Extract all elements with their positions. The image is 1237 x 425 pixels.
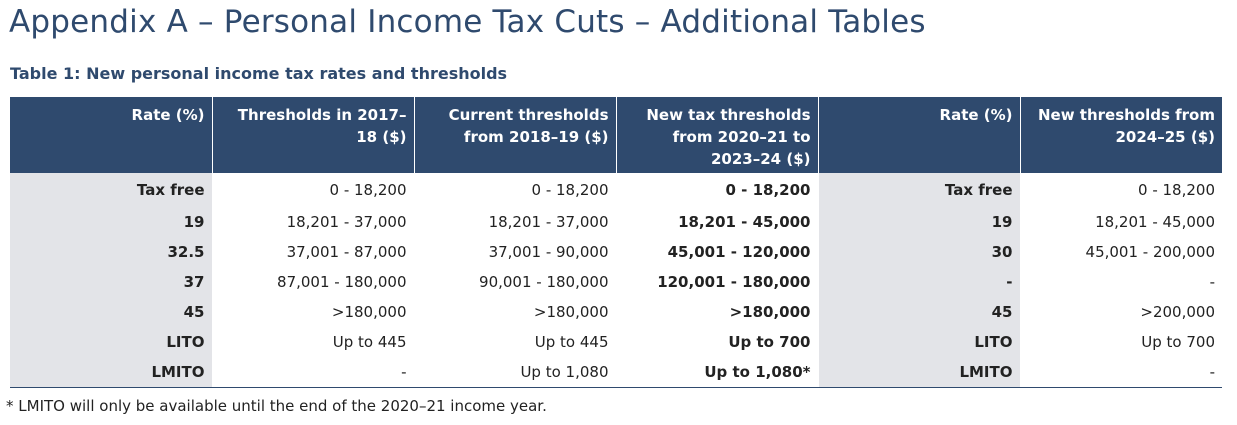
threshold-cell: Up to 445	[212, 327, 414, 357]
threshold-cell: 0 - 18,200	[1020, 173, 1222, 207]
new-threshold-cell: 18,201 - 45,000	[616, 207, 818, 237]
new-threshold-cell: 0 - 18,200	[616, 173, 818, 207]
threshold-cell: 0 - 18,200	[212, 173, 414, 207]
table-caption: Table 1: New personal income tax rates and thresholds	[10, 64, 508, 83]
rate-cell: 30	[818, 237, 1020, 267]
rate-cell: -	[818, 267, 1020, 297]
threshold-cell: 0 - 18,200	[414, 173, 616, 207]
threshold-cell: 18,201 - 45,000	[1020, 207, 1222, 237]
threshold-cell: >200,000	[1020, 297, 1222, 327]
rate-cell: LITO	[10, 327, 212, 357]
threshold-cell: Up to 1,080	[414, 357, 616, 388]
threshold-cell: >180,000	[212, 297, 414, 327]
threshold-cell: >180,000	[414, 297, 616, 327]
new-threshold-cell: >180,000	[616, 297, 818, 327]
table-header-row	[10, 97, 1222, 173]
header-thresholds-2017-18: Thresholds in 2017–18 ($)	[212, 97, 414, 173]
rate-cell: Tax free	[10, 173, 212, 207]
rate-cell: 19	[10, 207, 212, 237]
rate-cell: 32.5	[10, 237, 212, 267]
rate-cell: LMITO	[818, 357, 1020, 388]
new-threshold-cell: Up to 1,080*	[616, 357, 818, 388]
table-row	[10, 267, 1222, 297]
footnote: * LMITO will only be available until the end of the 2020–21 income year.	[6, 397, 547, 415]
threshold-cell: -	[1020, 267, 1222, 297]
header-new-thresholds-2020-24: New tax thresholds from 2020–21 to 2023–24 ($)	[616, 97, 818, 173]
rate-cell: 45	[818, 297, 1020, 327]
threshold-cell: 37,001 - 87,000	[212, 237, 414, 267]
threshold-cell: 45,001 - 200,000	[1020, 237, 1222, 267]
rate-cell: 37	[10, 267, 212, 297]
header-rate-2024: Rate (%)	[818, 97, 1020, 173]
table-row	[10, 327, 1222, 357]
table-row	[10, 207, 1222, 237]
threshold-cell: 18,201 - 37,000	[212, 207, 414, 237]
rate-cell: Tax free	[818, 173, 1020, 207]
rate-cell: 45	[10, 297, 212, 327]
threshold-cell: Up to 445	[414, 327, 616, 357]
table-row	[10, 237, 1222, 267]
threshold-cell: 18,201 - 37,000	[414, 207, 616, 237]
rate-cell: 19	[818, 207, 1020, 237]
threshold-cell: -	[1020, 357, 1222, 388]
new-threshold-cell: Up to 700	[616, 327, 818, 357]
header-new-thresholds-2024-25: New thresholds from 2024–25 ($)	[1020, 97, 1222, 173]
threshold-cell: 87,001 - 180,000	[212, 267, 414, 297]
header-rate: Rate (%)	[10, 97, 212, 173]
threshold-cell: Up to 700	[1020, 327, 1222, 357]
header-current-thresholds: Current thresholds from 2018–19 ($)	[414, 97, 616, 173]
threshold-cell: 90,001 - 180,000	[414, 267, 616, 297]
rate-cell: LMITO	[10, 357, 212, 388]
tax-rates-table	[10, 97, 1222, 388]
page-title: Appendix A – Personal Income Tax Cuts – Additional Tables	[9, 4, 926, 40]
threshold-cell: -	[212, 357, 414, 388]
table-row	[10, 297, 1222, 327]
new-threshold-cell: 45,001 - 120,000	[616, 237, 818, 267]
rate-cell: LITO	[818, 327, 1020, 357]
threshold-cell: 37,001 - 90,000	[414, 237, 616, 267]
table-row	[10, 357, 1222, 388]
table-row	[10, 173, 1222, 207]
new-threshold-cell: 120,001 - 180,000	[616, 267, 818, 297]
